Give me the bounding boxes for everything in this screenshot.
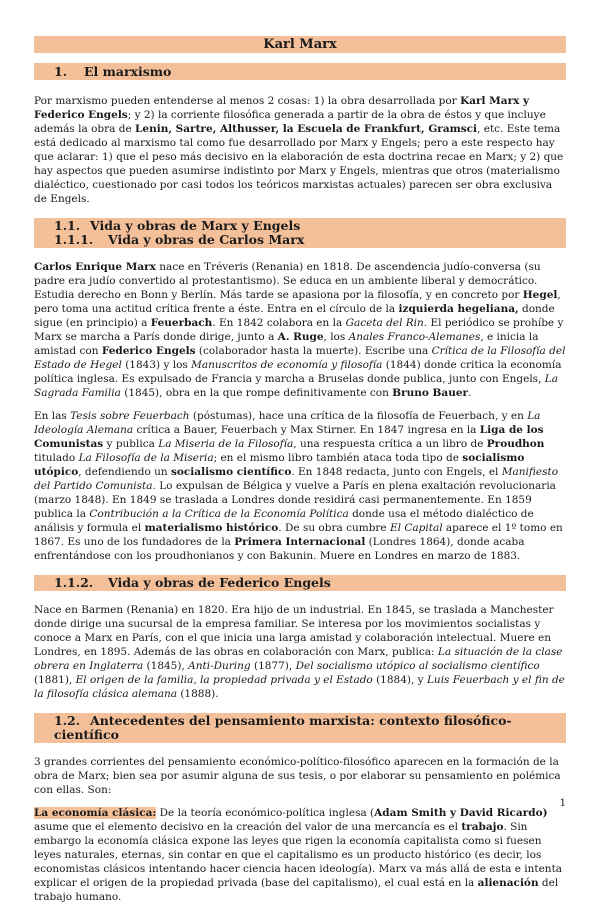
- section-title: Vida y obras de Carlos Marx: [108, 232, 305, 247]
- section-title: Antecedentes del pensamiento marxista: contexto filosófico-científico: [54, 713, 512, 742]
- section-title: El marxismo: [84, 64, 172, 79]
- paragraph-marx-2: En las Tesis sobre Feuerbach (póstumas), hace una crítica de la filosofía de Feuerbach, y en La Ideología Alemana crítica a Bauer, Feuerbach y Max Stirner. En 1847 ingresa en la Liga de los Comunistas y publica La Miseria de la Filosofía, una respuesta crítica a un libro de Proudhon titulado La Filosofía de la Miseria; en el mismo libro también ataca toda tipo de socialismo utópico, defendiendo un socialismo científico. En 1848 redacta, junto con Engels, el Manifiesto del Partido Comunista. Lo expulsan de Bélgica y vuelve a París en plena exaltación revolucionaria (marzo 1848). En 1849 se traslada a Londres donde residirá casi permanentemente. En 1859 publica la Contribución a la Crítica de la Economía Política donde usa el método dialéctico de análisis y formula el materialismo histórico. De su obra cumbre El Capital aparece el 1º tomo en 1867. Es uno de los fundadores de la Primera Internacional (Londres 1864), donde acaba enfrentándose con los proudhonianos y con Bakunin. Muere en Londres en marzo de 1883.: [34, 410, 563, 562]
- paragraph-intro: Por marxismo pueden entenderse al menos 2 cosas: 1) la obra desarrollada por Karl Marx y Federico Engels; y 2) la corriente filosófica generada a partir de la obra de éstos y que incluye además la obra de Lenin, Sartre, Althusser, la Escuela de Frankfurt, Gramsci, etc. Este tema está dedicado al marxismo tal como fue desarrollado por Marx y Engels; pero a este respecto hay que aclarar: 1) que el peso más decisivo en la elaboración de esta doctrina recae en Marx; y 2) que hay aspectos que pueden asumirse indistinto por Marx y Engels, mientras que otros (materialismo dialéctico, cuestionado por casi todos los teóricos marxistas actuales) parecen ser obra exclusiva de Engels.: [34, 95, 564, 205]
- paragraph-economia-clasica: La economía clásica: De la teoría económico-política inglesa (Adam Smith y David Ricardo) asume que el elemento decisivo en la creación del valor de una mercancía es el trabajo. Sin embargo la economía clásica expone las leyes que rigen la economía capitalista como si fuesen leyes naturales, eternas, sin contar en que el capitalismo es un producto histórico (es decir, los economistas clásicos intentando hacer ciencia hacen ideología). Marx va más allá de esta e intenta explicar el origen de la propiedad privada (base del capitalismo), el cual está en la alienación del trabajo humano.: [34, 807, 563, 903]
- document-title: Karl Marx: [34, 36, 566, 53]
- section-heading-1: [34, 63, 566, 80]
- section-number: 1.: [54, 64, 68, 79]
- section-heading-1-1-2: [34, 575, 566, 591]
- section-title: Vida y obras de Marx y Engels: [90, 218, 301, 233]
- page-number: 1: [559, 798, 566, 809]
- section-heading-1-2: [34, 713, 566, 743]
- highlighted-term: La economía clásica:: [34, 807, 157, 819]
- section-number: 1.1.2.: [54, 575, 94, 590]
- paragraph-antecedentes: 3 grandes corrientes del pensamiento económico-político-filosófico aparecen en la formación de la obra de Marx; bien sea por asumir alguna de sus tesis, o por elaborar su pensamiento en polémica con ellas. Son:: [34, 756, 561, 796]
- section-number: 1.2.: [54, 713, 81, 728]
- paragraph-marx-1: Carlos Enrique Marx nace en Tréveris (Renania) en 1818. De ascendencia judío-conversa (su padre era judío convertido al protestantismo). Se educa en un ambiente liberal y democrático. Estudia derecho en Bonn y Berlín. Más tarde se apasiona por la filosofía, y en concreto por Hegel, pero toma una actitud crítica frente a éste. Entra en el círculo de la izquierda hegeliana, donde sigue (en principio) a Feuerbach. En 1842 colabora en la Gaceta del Rin. El periódico se prohíbe y Marx se marcha a París donde dirige, junto a A. Ruge, los Anales Franco-Alemanes, e inicia la amistad con Federico Engels (colaborador hasta la muerte). Escribe una Crítica de la Filosofía del Estado de Hegel (1843) y los Manuscritos de economía y filosofía (1844) donde critica la economía política inglesa. Es expulsado de Francia y marcha a Bruselas donde publica, junto con Engels, La Sagrada Familia (1845), obra en la que rompe definitivamente con Bruno Bauer.: [34, 261, 566, 399]
- document-page: [34, 36, 566, 904]
- paragraph-engels: Nace en Barmen (Renania) en 1820. Era hijo de un industrial. En 1845, se traslada a Manchester donde dirige una sucursal de la empresa familiar. Se interesa por los movimientos socialistas y conoce a Marx en París, con el que inicia una larga amistad y colaboración intelectual. Muere en Londres, en 1895. Además de las obras en colaboración con Marx, publica: La situación de la clase obrera en Inglaterra (1845), Anti-During (1877), Del socialismo utópico al socialismo científico (1881), El origen de la familia, la propiedad privada y el Estado (1884), y Luis Feuerbach y el fin de la filosofía clásica alemana (1888).: [34, 604, 565, 700]
- section-title: Vida y obras de Federico Engels: [108, 575, 331, 590]
- section-number: 1.1.1.: [54, 232, 94, 247]
- section-number: 1.1.: [54, 218, 81, 233]
- section-heading-1-1: [34, 218, 566, 248]
